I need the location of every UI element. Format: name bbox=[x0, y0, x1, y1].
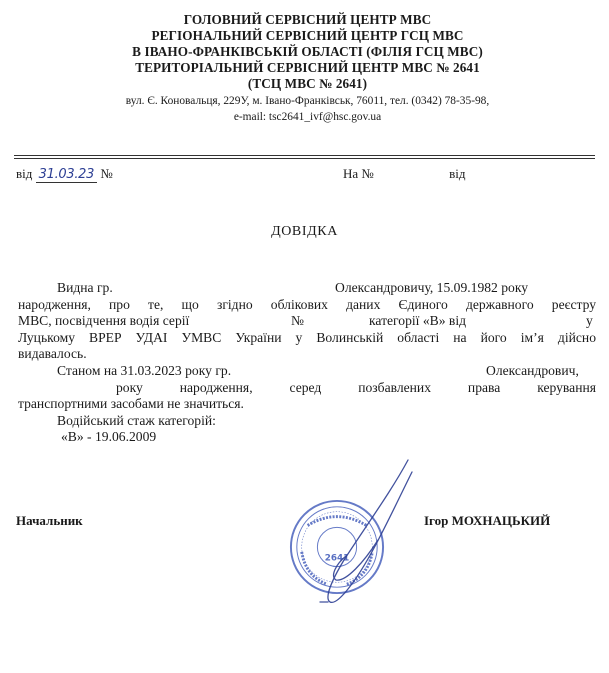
handwritten-date: 31.03.23 bbox=[36, 167, 98, 183]
signatory-position: Начальник bbox=[16, 513, 83, 528]
incoming-reference bbox=[343, 166, 465, 182]
outgoing-reference bbox=[16, 166, 113, 182]
body-text: Олександровичу, 15.09.1982 року bbox=[335, 280, 529, 295]
org-line: ТЕРИТОРІАЛЬНИЙ СЕРВІСНИЙ ЦЕНТР МВС № 2641 bbox=[135, 60, 480, 75]
incoming-from-label: від bbox=[449, 166, 466, 181]
body-text: категорії «В» від bbox=[369, 313, 467, 329]
body-text: Олександрович, bbox=[486, 362, 579, 378]
header-divider-thin bbox=[14, 158, 595, 159]
body-text: Видна гр. bbox=[57, 280, 113, 295]
body-text: МВС, посвідчення водія серії bbox=[18, 313, 190, 329]
body-line: Луцькому ВРЕР УДАІ УМВС України у Волинській області на його ім’я дійсно bbox=[18, 329, 596, 345]
body-line: народження, про те, що згідно облікових даних Єдиного державного реєстру bbox=[18, 296, 596, 312]
email-line: e-mail: tsc2641_ivf@hsc.gov.ua bbox=[233, 111, 382, 123]
body-line: Водійський стаж категорій: bbox=[57, 412, 216, 428]
body-text: Станом на 31.03.2023 року гр. bbox=[57, 362, 232, 378]
document-title: ДОВІДКА bbox=[271, 224, 338, 239]
body-line bbox=[18, 363, 596, 380]
body-text: № bbox=[291, 313, 304, 329]
body-line: «В» - 19.06.2009 bbox=[61, 429, 157, 445]
incoming-label: На № bbox=[343, 166, 374, 181]
body-line: видавалось. bbox=[18, 346, 87, 362]
org-line: (ТСЦ МВС № 2641) bbox=[247, 76, 368, 91]
header-divider bbox=[14, 155, 595, 156]
body-line: транспортними засобами не значиться. bbox=[18, 396, 244, 412]
body-line bbox=[18, 313, 596, 330]
body-line bbox=[18, 280, 596, 297]
address-line: вул. Є. Коновальця, 229У, м. Івано-Франківськ, 76011, тел. (0342) 78-35-98, bbox=[125, 95, 490, 107]
number-label: № bbox=[100, 166, 113, 181]
body-line: року народження, серед позбавлених права керування bbox=[116, 379, 596, 395]
letterhead bbox=[40, 12, 575, 124]
org-line: РЕГІОНАЛЬНИЙ СЕРВІСНИЙ ЦЕНТР ГСЦ МВС bbox=[151, 28, 464, 43]
handwritten-signature-icon bbox=[300, 452, 440, 612]
org-line: В ІВАНО-ФРАНКІВСЬКІЙ ОБЛАСТІ (ФІЛІЯ ГСЦ МВС) bbox=[132, 44, 483, 59]
org-line: ГОЛОВНИЙ СЕРВІСНИЙ ЦЕНТР МВС bbox=[183, 12, 432, 27]
certificate-body bbox=[18, 280, 596, 446]
stamp-number: 2641 bbox=[324, 553, 350, 564]
signatory-name: Ігор МОХНАЦЬКИЙ bbox=[424, 513, 551, 528]
from-label: від bbox=[16, 166, 33, 181]
body-text: у bbox=[586, 313, 593, 329]
